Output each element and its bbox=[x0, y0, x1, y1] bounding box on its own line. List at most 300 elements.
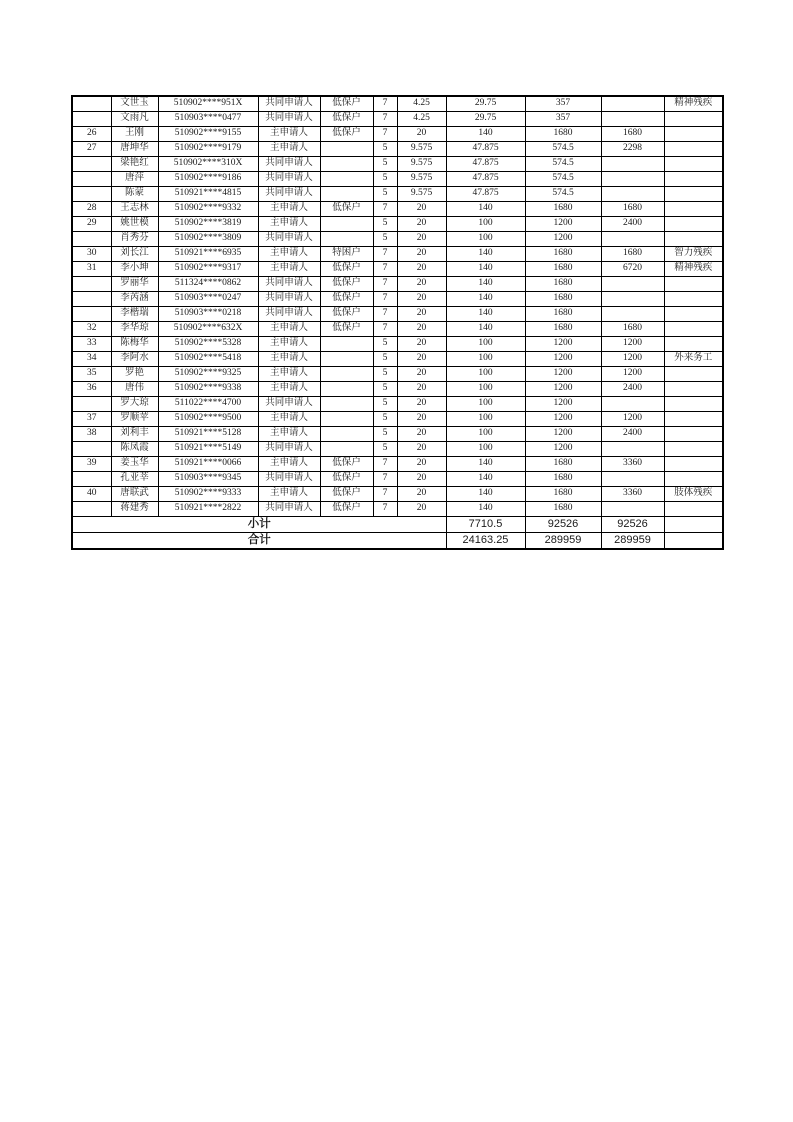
table-row bbox=[72, 337, 723, 352]
cell-persons: 7 bbox=[373, 322, 397, 337]
cell-persons: 5 bbox=[373, 412, 397, 427]
cell-idx: 28 bbox=[72, 202, 111, 217]
cell-id-masked: 510902****3819 bbox=[158, 217, 258, 232]
cell-persons: 7 bbox=[373, 457, 397, 472]
cell-amount-b: 2400 bbox=[601, 382, 664, 397]
cell-name: 唐萍 bbox=[111, 172, 158, 187]
cell-household-type bbox=[320, 412, 373, 427]
cell-amount-a: 1680 bbox=[525, 202, 601, 217]
grand-total-row bbox=[72, 533, 723, 550]
table-row bbox=[72, 247, 723, 262]
cell-amount-b: 2400 bbox=[601, 427, 664, 442]
cell-monthly-amount: 100 bbox=[446, 412, 525, 427]
cell-amount-b bbox=[601, 112, 664, 127]
table-row bbox=[72, 202, 723, 217]
cell-idx: 33 bbox=[72, 337, 111, 352]
cell-idx: 31 bbox=[72, 262, 111, 277]
cell-id-masked: 510921****5128 bbox=[158, 427, 258, 442]
cell-persons: 7 bbox=[373, 502, 397, 517]
cell-amount-b: 1200 bbox=[601, 367, 664, 382]
cell-idx bbox=[72, 172, 111, 187]
cell-name: 罗艳 bbox=[111, 367, 158, 382]
cell-monthly-amount: 100 bbox=[446, 427, 525, 442]
cell-amount-a: 574.5 bbox=[525, 172, 601, 187]
cell-note bbox=[664, 307, 723, 322]
table-row bbox=[72, 232, 723, 247]
cell-rate: 9.575 bbox=[397, 187, 446, 202]
cell-household-type: 低保户 bbox=[320, 112, 373, 127]
cell-id-masked: 510902****5328 bbox=[158, 337, 258, 352]
table-row bbox=[72, 142, 723, 157]
cell-amount-a: 1200 bbox=[525, 352, 601, 367]
cell-name: 李阿水 bbox=[111, 352, 158, 367]
cell-amount-b: 2400 bbox=[601, 217, 664, 232]
cell-monthly-amount: 140 bbox=[446, 277, 525, 292]
cell-applicant-type: 主申请人 bbox=[258, 382, 320, 397]
table-row bbox=[72, 382, 723, 397]
cell-applicant-type: 共同申请人 bbox=[258, 472, 320, 487]
cell-amount-a: 1680 bbox=[525, 322, 601, 337]
cell-id-masked: 510921****6935 bbox=[158, 247, 258, 262]
cell-monthly-amount: 100 bbox=[446, 337, 525, 352]
cell-rate: 20 bbox=[397, 502, 446, 517]
cell-persons: 5 bbox=[373, 187, 397, 202]
cell-applicant-type: 主申请人 bbox=[258, 247, 320, 262]
cell-household-type: 低保户 bbox=[320, 202, 373, 217]
cell-amount-b bbox=[601, 292, 664, 307]
cell-applicant-type: 共同申请人 bbox=[258, 96, 320, 112]
cell-note bbox=[664, 442, 723, 457]
cell-name: 李华琼 bbox=[111, 322, 158, 337]
cell-household-type bbox=[320, 427, 373, 442]
cell-id-masked: 510903****0218 bbox=[158, 307, 258, 322]
cell-persons: 5 bbox=[373, 352, 397, 367]
cell-note bbox=[664, 412, 723, 427]
cell-idx bbox=[72, 277, 111, 292]
subtotal-amount-b: 92526 bbox=[601, 517, 664, 533]
cell-applicant-type: 主申请人 bbox=[258, 427, 320, 442]
cell-idx: 29 bbox=[72, 217, 111, 232]
cell-id-masked: 510921****2822 bbox=[158, 502, 258, 517]
cell-note bbox=[664, 217, 723, 232]
table-row bbox=[72, 217, 723, 232]
cell-amount-b bbox=[601, 502, 664, 517]
cell-applicant-type: 共同申请人 bbox=[258, 157, 320, 172]
cell-household-type bbox=[320, 217, 373, 232]
cell-household-type bbox=[320, 337, 373, 352]
cell-monthly-amount: 140 bbox=[446, 202, 525, 217]
cell-name: 王志林 bbox=[111, 202, 158, 217]
cell-amount-a: 1680 bbox=[525, 487, 601, 502]
cell-amount-a: 1200 bbox=[525, 217, 601, 232]
cell-id-masked: 510921****5149 bbox=[158, 442, 258, 457]
cell-id-masked: 510902****9338 bbox=[158, 382, 258, 397]
cell-name: 文世玉 bbox=[111, 96, 158, 112]
cell-idx bbox=[72, 442, 111, 457]
cell-applicant-type: 主申请人 bbox=[258, 217, 320, 232]
cell-id-masked: 510902****9500 bbox=[158, 412, 258, 427]
cell-monthly-amount: 100 bbox=[446, 367, 525, 382]
cell-rate: 20 bbox=[397, 457, 446, 472]
cell-applicant-type: 主申请人 bbox=[258, 262, 320, 277]
cell-household-type bbox=[320, 157, 373, 172]
cell-applicant-type: 共同申请人 bbox=[258, 442, 320, 457]
cell-monthly-amount: 47.875 bbox=[446, 157, 525, 172]
cell-id-masked: 510902****3809 bbox=[158, 232, 258, 247]
cell-id-masked: 510903****9345 bbox=[158, 472, 258, 487]
cell-household-type: 低保户 bbox=[320, 96, 373, 112]
cell-name: 梁艳红 bbox=[111, 157, 158, 172]
cell-household-type: 低保户 bbox=[320, 502, 373, 517]
cell-monthly-amount: 140 bbox=[446, 127, 525, 142]
cell-amount-a: 1200 bbox=[525, 427, 601, 442]
cell-idx: 40 bbox=[72, 487, 111, 502]
cell-amount-a: 574.5 bbox=[525, 187, 601, 202]
table-row bbox=[72, 307, 723, 322]
cell-amount-a: 1200 bbox=[525, 412, 601, 427]
cell-persons: 5 bbox=[373, 397, 397, 412]
cell-amount-b: 1680 bbox=[601, 322, 664, 337]
cell-household-type bbox=[320, 142, 373, 157]
cell-id-masked: 511022****4700 bbox=[158, 397, 258, 412]
cell-id-masked: 510902****9317 bbox=[158, 262, 258, 277]
cell-id-masked: 510902****9155 bbox=[158, 127, 258, 142]
cell-note: 肢体残疾 bbox=[664, 487, 723, 502]
cell-rate: 20 bbox=[397, 367, 446, 382]
cell-rate: 4.25 bbox=[397, 96, 446, 112]
cell-amount-b bbox=[601, 442, 664, 457]
cell-note bbox=[664, 367, 723, 382]
cell-persons: 7 bbox=[373, 262, 397, 277]
cell-name: 陈梅华 bbox=[111, 337, 158, 352]
cell-amount-a: 1680 bbox=[525, 247, 601, 262]
cell-id-masked: 510903****0247 bbox=[158, 292, 258, 307]
cell-idx: 30 bbox=[72, 247, 111, 262]
cell-name: 罗顺苹 bbox=[111, 412, 158, 427]
cell-amount-a: 1680 bbox=[525, 472, 601, 487]
cell-note bbox=[664, 157, 723, 172]
cell-amount-a: 1680 bbox=[525, 457, 601, 472]
cell-monthly-amount: 140 bbox=[446, 247, 525, 262]
cell-note bbox=[664, 472, 723, 487]
cell-amount-a: 1200 bbox=[525, 397, 601, 412]
cell-note bbox=[664, 457, 723, 472]
cell-persons: 7 bbox=[373, 202, 397, 217]
cell-household-type: 低保户 bbox=[320, 262, 373, 277]
cell-persons: 7 bbox=[373, 472, 397, 487]
cell-amount-b bbox=[601, 232, 664, 247]
cell-name: 唐联武 bbox=[111, 487, 158, 502]
cell-household-type: 低保户 bbox=[320, 322, 373, 337]
cell-rate: 20 bbox=[397, 292, 446, 307]
cell-id-masked: 510903****0477 bbox=[158, 112, 258, 127]
table-row bbox=[72, 292, 723, 307]
cell-rate: 9.575 bbox=[397, 157, 446, 172]
cell-rate: 9.575 bbox=[397, 172, 446, 187]
cell-applicant-type: 主申请人 bbox=[258, 367, 320, 382]
cell-amount-a: 1680 bbox=[525, 262, 601, 277]
cell-amount-a: 1680 bbox=[525, 502, 601, 517]
cell-rate: 20 bbox=[397, 472, 446, 487]
cell-monthly-amount: 47.875 bbox=[446, 142, 525, 157]
cell-name: 罗大琼 bbox=[111, 397, 158, 412]
cell-idx bbox=[72, 112, 111, 127]
cell-household-type bbox=[320, 232, 373, 247]
cell-name: 刘利丰 bbox=[111, 427, 158, 442]
cell-monthly-amount: 100 bbox=[446, 352, 525, 367]
cell-rate: 20 bbox=[397, 397, 446, 412]
cell-idx bbox=[72, 472, 111, 487]
applicants-table bbox=[71, 95, 724, 550]
cell-monthly-amount: 100 bbox=[446, 217, 525, 232]
cell-note: 精神残疾 bbox=[664, 96, 723, 112]
cell-rate: 20 bbox=[397, 352, 446, 367]
cell-household-type: 特困户 bbox=[320, 247, 373, 262]
table-row bbox=[72, 367, 723, 382]
cell-amount-a: 1200 bbox=[525, 232, 601, 247]
cell-idx: 27 bbox=[72, 142, 111, 157]
table-row bbox=[72, 262, 723, 277]
cell-monthly-amount: 100 bbox=[446, 232, 525, 247]
cell-household-type: 低保户 bbox=[320, 127, 373, 142]
cell-household-type bbox=[320, 442, 373, 457]
cell-note bbox=[664, 292, 723, 307]
cell-rate: 20 bbox=[397, 427, 446, 442]
table-row bbox=[72, 172, 723, 187]
cell-note bbox=[664, 337, 723, 352]
cell-name: 王刚 bbox=[111, 127, 158, 142]
cell-name: 罗丽华 bbox=[111, 277, 158, 292]
cell-applicant-type: 共同申请人 bbox=[258, 187, 320, 202]
cell-note bbox=[664, 382, 723, 397]
table-row bbox=[72, 187, 723, 202]
cell-household-type bbox=[320, 382, 373, 397]
cell-idx bbox=[72, 157, 111, 172]
subtotal-monthly-amount: 7710.5 bbox=[446, 517, 525, 533]
cell-name: 唐坤华 bbox=[111, 142, 158, 157]
cell-household-type bbox=[320, 397, 373, 412]
cell-household-type: 低保户 bbox=[320, 277, 373, 292]
cell-idx: 36 bbox=[72, 382, 111, 397]
cell-rate: 20 bbox=[397, 262, 446, 277]
cell-note bbox=[664, 397, 723, 412]
cell-note bbox=[664, 112, 723, 127]
cell-idx bbox=[72, 187, 111, 202]
cell-persons: 7 bbox=[373, 112, 397, 127]
cell-note bbox=[664, 172, 723, 187]
cell-applicant-type: 共同申请人 bbox=[258, 502, 320, 517]
cell-name: 陈凤霞 bbox=[111, 442, 158, 457]
cell-id-masked: 510902****9186 bbox=[158, 172, 258, 187]
cell-monthly-amount: 47.875 bbox=[446, 187, 525, 202]
cell-monthly-amount: 100 bbox=[446, 442, 525, 457]
cell-household-type bbox=[320, 367, 373, 382]
cell-rate: 20 bbox=[397, 382, 446, 397]
cell-monthly-amount: 140 bbox=[446, 262, 525, 277]
cell-monthly-amount: 140 bbox=[446, 322, 525, 337]
cell-monthly-amount: 140 bbox=[446, 457, 525, 472]
cell-monthly-amount: 100 bbox=[446, 397, 525, 412]
cell-rate: 20 bbox=[397, 217, 446, 232]
cell-monthly-amount: 29.75 bbox=[446, 96, 525, 112]
cell-monthly-amount: 140 bbox=[446, 292, 525, 307]
cell-applicant-type: 主申请人 bbox=[258, 322, 320, 337]
table-row bbox=[72, 472, 723, 487]
cell-applicant-type: 共同申请人 bbox=[258, 172, 320, 187]
table-row bbox=[72, 352, 723, 367]
cell-name: 姚世模 bbox=[111, 217, 158, 232]
cell-amount-b bbox=[601, 307, 664, 322]
cell-amount-a: 1200 bbox=[525, 442, 601, 457]
cell-idx: 32 bbox=[72, 322, 111, 337]
cell-amount-b: 6720 bbox=[601, 262, 664, 277]
cell-note: 外来务工 bbox=[664, 352, 723, 367]
cell-applicant-type: 共同申请人 bbox=[258, 232, 320, 247]
cell-id-masked: 510902****310X bbox=[158, 157, 258, 172]
cell-idx: 37 bbox=[72, 412, 111, 427]
cell-name: 刘长江 bbox=[111, 247, 158, 262]
cell-amount-b: 2298 bbox=[601, 142, 664, 157]
cell-persons: 5 bbox=[373, 367, 397, 382]
cell-idx bbox=[72, 502, 111, 517]
cell-monthly-amount: 140 bbox=[446, 487, 525, 502]
cell-applicant-type: 主申请人 bbox=[258, 412, 320, 427]
cell-id-masked: 510902****951X bbox=[158, 96, 258, 112]
cell-note bbox=[664, 502, 723, 517]
cell-household-type bbox=[320, 172, 373, 187]
cell-persons: 7 bbox=[373, 487, 397, 502]
cell-household-type: 低保户 bbox=[320, 457, 373, 472]
cell-id-masked: 510902****9332 bbox=[158, 202, 258, 217]
cell-amount-a: 574.5 bbox=[525, 157, 601, 172]
cell-rate: 20 bbox=[397, 247, 446, 262]
table-row bbox=[72, 457, 723, 472]
table-row bbox=[72, 127, 723, 142]
cell-amount-b: 1680 bbox=[601, 127, 664, 142]
cell-name: 孔亚莘 bbox=[111, 472, 158, 487]
cell-id-masked: 510921****4815 bbox=[158, 187, 258, 202]
cell-applicant-type: 共同申请人 bbox=[258, 112, 320, 127]
cell-rate: 20 bbox=[397, 322, 446, 337]
table-row bbox=[72, 412, 723, 427]
cell-monthly-amount: 100 bbox=[446, 382, 525, 397]
cell-name: 李芮涵 bbox=[111, 292, 158, 307]
cell-name: 文雨凡 bbox=[111, 112, 158, 127]
cell-note: 智力残疾 bbox=[664, 247, 723, 262]
cell-id-masked: 511324****0862 bbox=[158, 277, 258, 292]
cell-id-masked: 510902****632X bbox=[158, 322, 258, 337]
cell-monthly-amount: 140 bbox=[446, 502, 525, 517]
cell-applicant-type: 共同申请人 bbox=[258, 277, 320, 292]
grand-total-amount-b: 289959 bbox=[601, 533, 664, 550]
cell-amount-b: 3360 bbox=[601, 457, 664, 472]
cell-name: 李楷瑞 bbox=[111, 307, 158, 322]
cell-idx bbox=[72, 307, 111, 322]
grand-total-label: 合计 bbox=[72, 533, 446, 550]
cell-idx bbox=[72, 292, 111, 307]
cell-amount-a: 1680 bbox=[525, 277, 601, 292]
cell-amount-b: 3360 bbox=[601, 487, 664, 502]
cell-monthly-amount: 140 bbox=[446, 472, 525, 487]
table-row bbox=[72, 442, 723, 457]
table-body bbox=[72, 96, 723, 517]
cell-note: 精神残疾 bbox=[664, 262, 723, 277]
cell-rate: 20 bbox=[397, 337, 446, 352]
cell-household-type: 低保户 bbox=[320, 292, 373, 307]
cell-amount-a: 357 bbox=[525, 112, 601, 127]
cell-household-type bbox=[320, 352, 373, 367]
cell-rate: 20 bbox=[397, 232, 446, 247]
cell-persons: 7 bbox=[373, 96, 397, 112]
cell-rate: 20 bbox=[397, 307, 446, 322]
cell-household-type: 低保户 bbox=[320, 307, 373, 322]
cell-applicant-type: 主申请人 bbox=[258, 337, 320, 352]
cell-name: 蒋建秀 bbox=[111, 502, 158, 517]
cell-amount-b: 1680 bbox=[601, 247, 664, 262]
cell-persons: 5 bbox=[373, 427, 397, 442]
grand-total-amount-a: 289959 bbox=[525, 533, 601, 550]
cell-amount-b bbox=[601, 277, 664, 292]
cell-applicant-type: 主申请人 bbox=[258, 457, 320, 472]
cell-amount-a: 1680 bbox=[525, 307, 601, 322]
cell-note bbox=[664, 127, 723, 142]
subtotal-label: 小计 bbox=[72, 517, 446, 533]
cell-amount-b bbox=[601, 157, 664, 172]
cell-amount-a: 1680 bbox=[525, 127, 601, 142]
cell-persons: 7 bbox=[373, 277, 397, 292]
cell-rate: 4.25 bbox=[397, 112, 446, 127]
cell-amount-a: 574.5 bbox=[525, 142, 601, 157]
table-row bbox=[72, 157, 723, 172]
cell-persons: 7 bbox=[373, 247, 397, 262]
cell-note bbox=[664, 202, 723, 217]
cell-persons: 5 bbox=[373, 382, 397, 397]
table-row bbox=[72, 397, 723, 412]
cell-idx: 34 bbox=[72, 352, 111, 367]
cell-household-type bbox=[320, 187, 373, 202]
grand-total-note bbox=[664, 533, 723, 550]
cell-idx: 38 bbox=[72, 427, 111, 442]
cell-amount-b bbox=[601, 172, 664, 187]
cell-rate: 20 bbox=[397, 127, 446, 142]
table-row bbox=[72, 427, 723, 442]
cell-idx: 39 bbox=[72, 457, 111, 472]
cell-id-masked: 510902****9333 bbox=[158, 487, 258, 502]
cell-applicant-type: 共同申请人 bbox=[258, 397, 320, 412]
table-row bbox=[72, 502, 723, 517]
cell-amount-b: 1200 bbox=[601, 337, 664, 352]
cell-note bbox=[664, 277, 723, 292]
cell-id-masked: 510902****9325 bbox=[158, 367, 258, 382]
cell-monthly-amount: 140 bbox=[446, 307, 525, 322]
cell-amount-b bbox=[601, 187, 664, 202]
cell-amount-b: 1200 bbox=[601, 412, 664, 427]
cell-applicant-type: 共同申请人 bbox=[258, 292, 320, 307]
cell-id-masked: 510902****9179 bbox=[158, 142, 258, 157]
cell-idx: 35 bbox=[72, 367, 111, 382]
cell-note bbox=[664, 142, 723, 157]
cell-note bbox=[664, 322, 723, 337]
cell-amount-b bbox=[601, 96, 664, 112]
cell-persons: 5 bbox=[373, 337, 397, 352]
cell-idx bbox=[72, 232, 111, 247]
cell-name: 姜玉华 bbox=[111, 457, 158, 472]
cell-idx bbox=[72, 96, 111, 112]
cell-idx: 26 bbox=[72, 127, 111, 142]
cell-applicant-type: 主申请人 bbox=[258, 127, 320, 142]
cell-persons: 5 bbox=[373, 157, 397, 172]
cell-applicant-type: 主申请人 bbox=[258, 202, 320, 217]
